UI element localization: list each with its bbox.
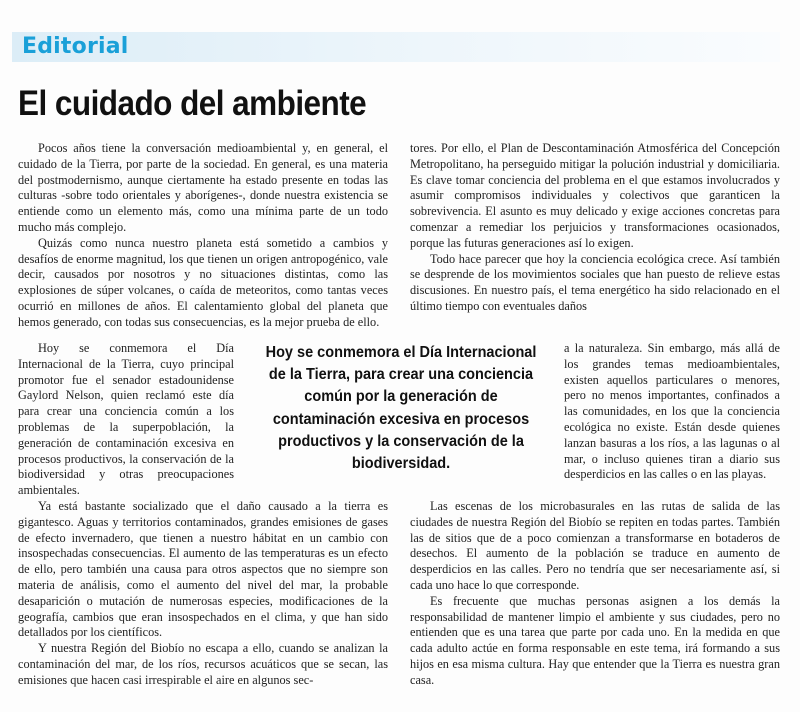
- body-column-left-wrap: [18, 341, 234, 499]
- body-paragraph: Pocos años tiene la conversación medioambiental y, en general, el cuidado de la Tierra, por parte de la sociedad. En general, es una materia del postmodernismo, aunque ciertamente ha estado presente en todas las culturas -sobre todo orientales y aborígenes-, donde nuestra existencia se entiende como un elemento más, como una mínima parte de un todo mucho más complejo.: [18, 141, 388, 234]
- body-paragraph: Ya está bastante socializado que el daño causado a la tierra es gigantesco. Aguas y territorios contaminados, grandes emisiones de gases de efecto invernadero, que tienen a nuestro hábitat en un cambio con insospechadas consecuencias. El aumento de las temperaturas es un efecto de ello, pero también una causa para otros aspectos que no siempre son materia de análisis, como el aumento del nivel del mar, la probable desaparición o mutación de numerosas especies, modificaciones de la geografía, cambios que eran insospechados en el clima, y que han sido detallados por los científicos.: [18, 499, 388, 640]
- body-paragraph: Y nuestra Región del Biobío no escapa a ello, cuando se analizan la contaminación del mar, de los ríos, recursos acuáticos que se secan, las emisiones que hacen casi irrespirable el aire en algunos sec-: [18, 641, 388, 687]
- body-paragraph: Todo hace parecer que hoy la conciencia ecológica crece. Así también se desprende de los movimientos sociales que han puesto de relieve estas discusiones. En nuestro país, el tema energético ha sido relacionado en el último tiempo con eventuales daños: [410, 251, 780, 313]
- body-paragraph: tores. Por ello, el Plan de Descontaminación Atmosférica del Concepción Metropolitano, ha perseguido mitigar la polución industrial y domiciliaria. Es clave tomar conciencia del problema en el que estamos involucrados y asumir compromisos individuales y colectivos que garanticen la sobrevivencia. El asunto es muy delicado y exige acciones concretas para comenzar a remediar los perjuicios y transformaciones ocasionados, porque las futuras generaciones así lo exigen.: [410, 141, 780, 250]
- body-paragraph: Es frecuente que muchas personas asignen a los demás la responsabilidad de mantener limpio el ambiente y sus ciudades, pero no entienden que es una tarea que parte por cada uno. En la medida en que cada adulto actúe en forma responsable en este tema, irá formando a sus hijos en esa misma cultura. Hay que entender que la Tierra es nuestra gran casa.: [410, 593, 780, 687]
- body-column-left-bottom: [18, 499, 388, 689]
- article-headline: El cuidado del ambiente: [18, 84, 367, 123]
- section-label: Editorial: [22, 34, 129, 59]
- body-column-right-bottom: [410, 499, 780, 689]
- pull-quote: Hoy se conmemora el Día Internacional de la Tierra, para crear una conciencia común por la generación de contaminación excesiva en procesos productivos y la conservación de la biodiversidad.: [265, 344, 537, 473]
- body-column-left-top: [18, 141, 388, 331]
- body-paragraph: Hoy se conmemora el Día Internacional de la Tierra, cuyo principal promotor fue el senador estadounidense Gaylord Nelson, quien reclamó este día para crear una conciencia común a los problemas de la superpoblación, la generación de contaminación excesiva en procesos productivos, la conservación de la biodiversidad y otras preocupaciones ambientales.: [18, 341, 234, 498]
- body-paragraph: a la naturaleza. Sin embargo, más allá de los grandes temas medioambientales, existen aquellos particulares o menores, pero no menos importantes, confinados a las comunidades, en los que la conciencia ecológica no existe. Están desde quienes lanzan basuras a los ríos, a las lagunas o al mar, o incluso quienes tiran a diario sus desperdicios en las calles o en las playas.: [564, 341, 780, 482]
- body-paragraph: Quizás como nunca nuestro planeta está sometido a cambios y desafíos de enorme magnitud, los que tienen un origen antropogénico, vale decir, causados por nosotros y no situaciones distintas, como las explosiones de súper volcanes, o caída de meteoritos, como tantas veces ocurrió en millones de años. El calentamiento global del planeta que hemos generado, con todas sus consecuencias, es la mejor prueba de ello.: [18, 235, 388, 329]
- body-column-right-wrap: [564, 341, 780, 483]
- body-column-right-top: [410, 141, 780, 315]
- body-paragraph: Las escenas de los microbasurales en las rutas de salida de las ciudades de nuestra Región del Biobío se repiten en todas partes. También las de sitios que de a poco comienzan a transformarse en botaderos de desechos. El aumento de la población se traduce en aumento de desperdicios en las calles. Pero no tendría que ser necesariamente así, si cada uno hace lo que corresponde.: [410, 499, 780, 592]
